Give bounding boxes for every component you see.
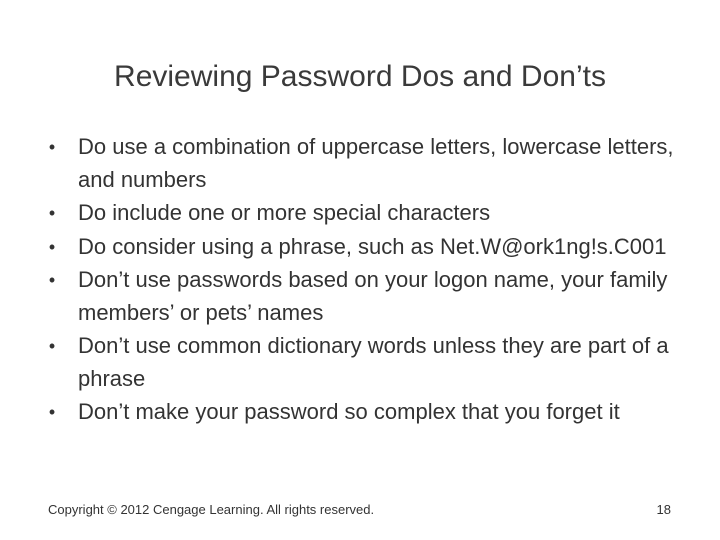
bullet-icon: •: [48, 336, 56, 356]
bullet-text: Do consider using a phrase, such as Net.W@ork1ng!s.C001: [78, 233, 667, 259]
slide-title: Reviewing Password Dos and Don’ts: [114, 60, 606, 93]
bullet-text: Do use a combination of uppercase letters, lowercase letters, and numbers: [78, 134, 674, 192]
bullet-item: [45, 131, 695, 196]
page-number: 18: [656, 502, 671, 517]
bullet-icon: •: [48, 270, 56, 290]
bullet-list: [45, 130, 695, 429]
bullet-icon: •: [48, 137, 56, 157]
bullet-item: [45, 264, 695, 329]
bullet-icon: •: [48, 236, 56, 257]
bullet-text: Do include one or more special characters: [78, 200, 491, 225]
bullet-icon: •: [48, 402, 56, 422]
bullet-item: [45, 231, 695, 264]
bullet-item: [45, 330, 695, 395]
bullet-text: Don’t use common dictionary words unless they are part of a phrase: [78, 333, 669, 391]
bullet-text: Don’t use passwords based on your logon name, your family members’ or pets’ names: [78, 267, 668, 325]
bullet-item: [45, 396, 695, 429]
bullet-item: [45, 197, 695, 230]
bullet-icon: •: [48, 203, 56, 223]
bullet-text: Don’t make your password so complex that you forget it: [78, 399, 620, 424]
footer-copyright: Copyright © 2012 Cengage Learning. All rights reserved.: [48, 502, 375, 517]
